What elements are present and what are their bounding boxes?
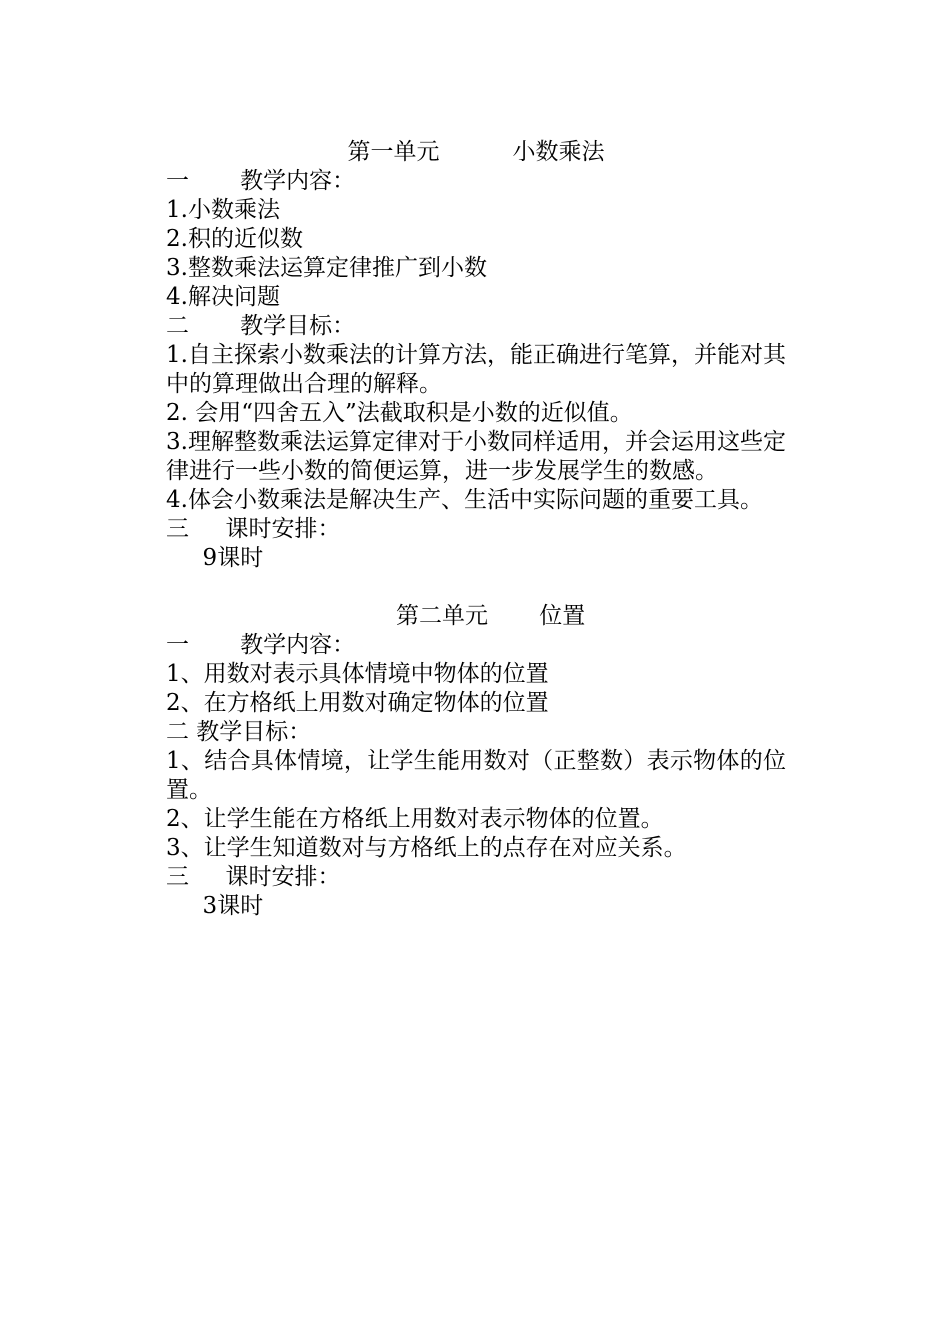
- unit1-title: 第一单元 小数乘法: [347, 139, 605, 165]
- unit2-content-heading: 一 教学内容：: [166, 632, 356, 658]
- unit1-schedule-heading: 三 课时安排：: [166, 516, 341, 542]
- unit1-content-item-4: 4.解决问题: [166, 284, 280, 310]
- unit1-goal-3: 3.理解整数乘法运算定律对于小数同样适用，并会运用这些定律进行一些小数的简便运算，进一步发展学生的数感。: [166, 429, 786, 484]
- unit1-content-item-2: 2.积的近似数: [166, 226, 303, 252]
- unit2-goal-3: 3、让学生知道数对与方格纸上的点存在对应关系。: [166, 835, 687, 861]
- unit1-content-heading: 一 教学内容：: [166, 168, 356, 194]
- unit2-goals-heading: 二 教学目标：: [166, 719, 312, 745]
- document-body: [166, 138, 786, 921]
- unit1-goal-1: 1.自主探索小数乘法的计算方法，能正确进行笔算，并能对其中的算理做出合理的解释。: [166, 342, 786, 397]
- unit2-content-item-1: 1、用数对表示具体情境中物体的位置: [166, 661, 549, 687]
- unit1-content-item-3: 3.整数乘法运算定律推广到小数: [166, 255, 487, 281]
- unit2-goal-1: 1、结合具体情境，让学生能用数对（正整数）表示物体的位置。: [166, 748, 786, 803]
- unit1-content-item-1: 1.小数乘法: [166, 197, 280, 223]
- unit1-schedule-hours: 9课时: [166, 545, 264, 571]
- unit2-schedule-hours: 3课时: [166, 893, 264, 919]
- unit2-goal-2: 2、让学生能在方格纸上用数对表示物体的位置。: [166, 806, 664, 832]
- unit1-goal-2: 2. 会用“四舍五入”法截取积是小数的近似值。: [166, 400, 633, 426]
- unit1-goal-4: 4.体会小数乘法是解决生产、生活中实际问题的重要工具。: [166, 487, 763, 513]
- unit1-goals-heading: 二 教学目标：: [166, 313, 356, 339]
- section-spacer: [166, 573, 786, 602]
- unit2-schedule-heading: 三 课时安排：: [166, 864, 341, 890]
- unit2-title: 第二单元 位置: [366, 603, 586, 629]
- unit2-content-item-2: 2、在方格纸上用数对确定物体的位置: [166, 690, 549, 716]
